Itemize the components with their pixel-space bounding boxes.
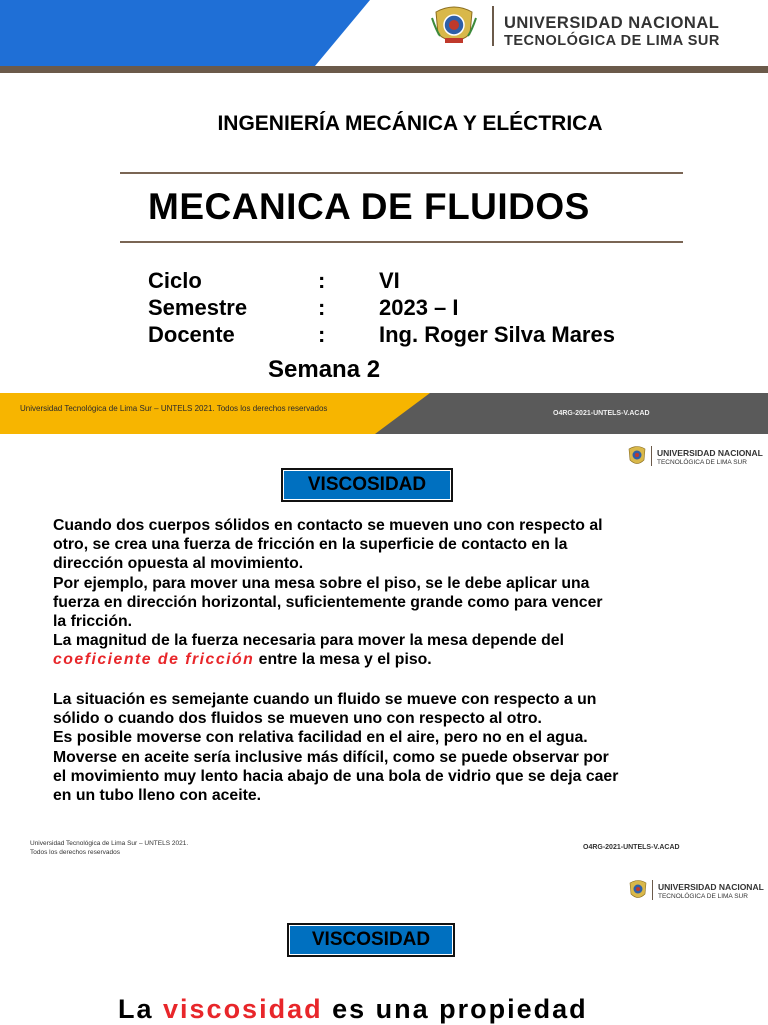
- text-line: Es posible moverse con relativa facilidad en el aire, pero no en el agua.: [53, 729, 588, 747]
- faculty-title: INGENIERÍA MECÁNICA Y ELÉCTRICA: [217, 112, 603, 135]
- info-separator: :: [318, 295, 326, 320]
- blue-header-band: [0, 0, 370, 66]
- highlight-term: coeficiente de fricción: [53, 651, 255, 669]
- text-fragment: es una propiedad: [322, 994, 588, 1024]
- university-name-small-line1: UNIVERSIDAD NACIONAL: [658, 882, 764, 892]
- info-separator: :: [318, 268, 326, 293]
- footer-line: Todos los derechos reservados: [30, 849, 120, 856]
- title-slide: [0, 0, 768, 435]
- logo-separator: [492, 6, 494, 46]
- header-divider-bar: [0, 66, 768, 73]
- footer-document-code: O4RG-2021-UNTELS-V.ACAD: [553, 410, 650, 417]
- text-line: La situación es semejante cuando un fluido se mueve con respecto a un: [53, 691, 597, 708]
- text-line: dirección opuesta al movimiento.: [53, 555, 304, 573]
- info-value: Ing. Roger Silva Mares: [379, 322, 615, 347]
- text-line: Cuando dos cuerpos sólidos en contacto se mueven uno con respecto al: [53, 517, 603, 534]
- title-rule-bottom: [120, 241, 683, 243]
- week-label: Semana 2: [268, 356, 381, 383]
- info-label: Semestre: [148, 295, 248, 320]
- text-line: fuerza en dirección horizontal, suficientemente grande como para vencer: [53, 593, 603, 611]
- paragraph-friction: [53, 516, 733, 670]
- definition-line: [118, 994, 588, 1025]
- text-line: otro, se crea una fuerza de fricción en la superficie de contacto en la: [53, 536, 568, 554]
- content-slide: [0, 435, 768, 865]
- info-value: 2023 – I: [379, 295, 459, 320]
- university-name-small-line2: TECNOLÓGICA DE LIMA SUR: [658, 893, 748, 900]
- info-value: VI: [379, 268, 400, 293]
- course-title: MECANICA DE FLUIDOS: [148, 186, 590, 227]
- text-line: sólido o cuando dos fluidos se mueven uno con respecto al otro.: [53, 710, 542, 728]
- info-label: Docente: [148, 322, 235, 347]
- university-name-line2: TECNOLÓGICA DE LIMA SUR: [504, 33, 720, 49]
- text-line: en un tubo lleno con aceite.: [53, 787, 262, 805]
- university-crest-small-icon: [627, 879, 649, 901]
- footer-copyright: [30, 839, 270, 857]
- info-separator: :: [318, 322, 326, 347]
- text-line: Por ejemplo, para mover una mesa sobre el piso, se le debe aplicar una: [53, 574, 590, 592]
- text-line: el movimiento muy lento hacia abajo de una bola de vidrio que se deja caer: [53, 767, 619, 785]
- text-line-with-highlight: [53, 650, 733, 669]
- university-crest-small-icon: [626, 445, 648, 467]
- text-fragment: entre la mesa y el piso.: [254, 651, 432, 669]
- title-rule-top: [120, 172, 683, 174]
- university-crest-icon: [430, 4, 478, 48]
- text-line: Moverse en aceite sería inclusive más difícil, como se puede observar por: [53, 748, 609, 766]
- paragraph-fluid: [53, 690, 733, 805]
- footer-copyright: Universidad Tecnológica de Lima Sur – UNTELS 2021. Todos los derechos reservados: [20, 404, 328, 413]
- logo-separator: [651, 446, 652, 466]
- text-fragment: La: [118, 994, 164, 1024]
- footer-document-code: O4RG-2021-UNTELS-V.ACAD: [583, 844, 680, 851]
- info-label: Ciclo: [148, 268, 202, 293]
- section-heading: VISCOSIDAD: [281, 468, 453, 502]
- highlight-term: viscosidad: [163, 994, 323, 1024]
- text-line: La magnitud de la fuerza necesaria para mover la mesa depende del: [53, 632, 564, 650]
- logo-separator: [652, 880, 653, 900]
- footer-line: Universidad Tecnológica de Lima Sur – UNTELS 2021.: [30, 840, 189, 847]
- university-name-line1: UNIVERSIDAD NACIONAL: [504, 14, 720, 32]
- university-name-small-line2: TECNOLÓGICA DE LIMA SUR: [657, 459, 747, 466]
- section-heading: VISCOSIDAD: [287, 923, 455, 957]
- university-name-small-line1: UNIVERSIDAD NACIONAL: [657, 448, 763, 458]
- text-line: la fricción.: [53, 613, 133, 631]
